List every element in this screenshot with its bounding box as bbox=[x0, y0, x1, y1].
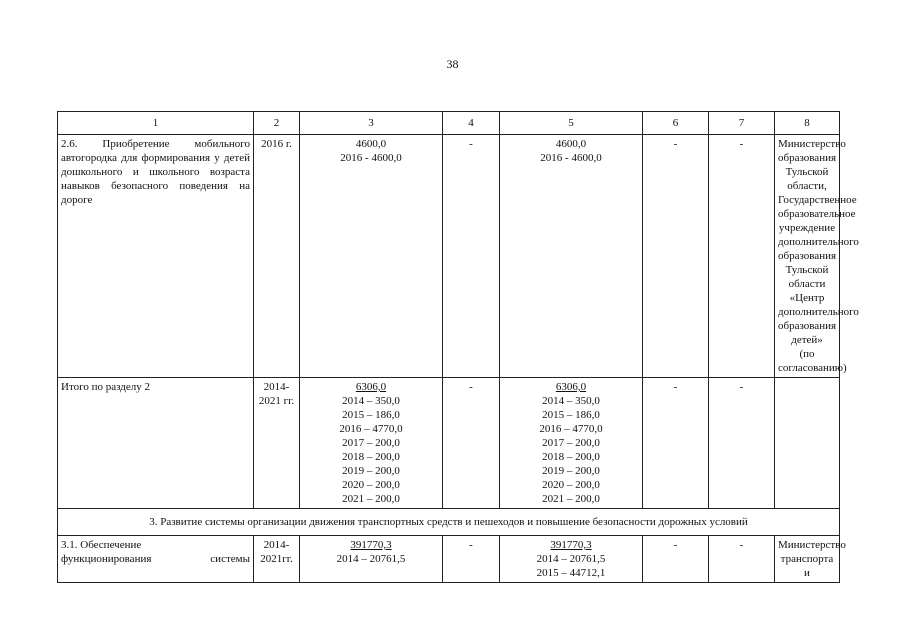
budget-cell-col5: 6306,0 2014 – 350,0 2015 – 186,0 2016 – 4770,0 2017 – 200,0 2018 – 200,0 2019 – 200,0 2020 – 200,0 2021 – 200,0 bbox=[500, 378, 643, 509]
section-title: 3. Развитие системы организации движения транспортных средств и пешеходов и повышение безопасности дорожных условий bbox=[58, 509, 840, 536]
total-label: Итого по разделу 2 bbox=[58, 378, 254, 509]
cell-col7: - bbox=[709, 536, 775, 583]
budget-cell-col3: 6306,0 2014 – 350,0 2015 – 186,0 2016 – 4770,0 2017 – 200,0 2018 – 200,0 2019 – 200,0 2020 – 200,0 2021 – 200,0 bbox=[300, 378, 443, 509]
measure-name: 3.1. Обеспечение функционирования системы bbox=[58, 536, 254, 583]
header-row bbox=[58, 112, 840, 135]
header-cell: 5 bbox=[500, 112, 643, 135]
section-3-row bbox=[58, 509, 840, 536]
cell-col6: - bbox=[643, 135, 709, 378]
header-cell: 8 bbox=[775, 112, 840, 135]
table-row-total-2 bbox=[58, 378, 840, 509]
executor-cell: Министерство образования Тульской области, Государственное образовательное учреждение дополнительного образования Тульской области «Центр дополнительного образования детей» (по согласованию) bbox=[775, 135, 840, 378]
period-cell: 2014- 2021 гг. bbox=[254, 378, 300, 509]
cell-col7: - bbox=[709, 378, 775, 509]
measure-name: 2.6. Приобретение мобильного автогородка для формирования у детей дошкольного и школьного возраста навыков безопасного поведения на дороге bbox=[58, 135, 254, 378]
executor-cell-empty bbox=[775, 378, 840, 509]
executor-cell: Министерство транспорта и bbox=[775, 536, 840, 583]
total-amount: 6306,0 bbox=[355, 381, 387, 393]
total-amount: 391770,3 bbox=[550, 539, 592, 551]
total-amount: 391770,3 bbox=[350, 539, 392, 551]
cell-col4: - bbox=[443, 378, 500, 509]
period-cell: 2016 г. bbox=[254, 135, 300, 378]
header-cell: 7 bbox=[709, 112, 775, 135]
cell-col7: - bbox=[709, 135, 775, 378]
budget-cell-col3: 391770,3 2014 – 20761,5 bbox=[300, 536, 443, 583]
budget-cell-col3: 4600,0 2016 - 4600,0 bbox=[300, 135, 443, 378]
program-table bbox=[57, 111, 859, 583]
header-cell: 2 bbox=[254, 112, 300, 135]
total-amount: 6306,0 bbox=[555, 381, 587, 393]
cell-col6: - bbox=[643, 378, 709, 509]
cell-col6: - bbox=[643, 536, 709, 583]
budget-cell-col5: 391770,3 2014 – 20761,5 2015 – 44712,1 bbox=[500, 536, 643, 583]
page-number: 38 bbox=[446, 57, 459, 71]
header-cell: 4 bbox=[443, 112, 500, 135]
header-cell: 3 bbox=[300, 112, 443, 135]
budget-cell-col5: 4600,0 2016 - 4600,0 bbox=[500, 135, 643, 378]
table-row-3-1 bbox=[58, 536, 840, 583]
header-cell: 6 bbox=[643, 112, 709, 135]
cell-col4: - bbox=[443, 536, 500, 583]
header-cell: 1 bbox=[58, 112, 254, 135]
period-cell: 2014- 2021гг. bbox=[254, 536, 300, 583]
cell-col4: - bbox=[443, 135, 500, 378]
table-row-2-6 bbox=[58, 135, 840, 378]
